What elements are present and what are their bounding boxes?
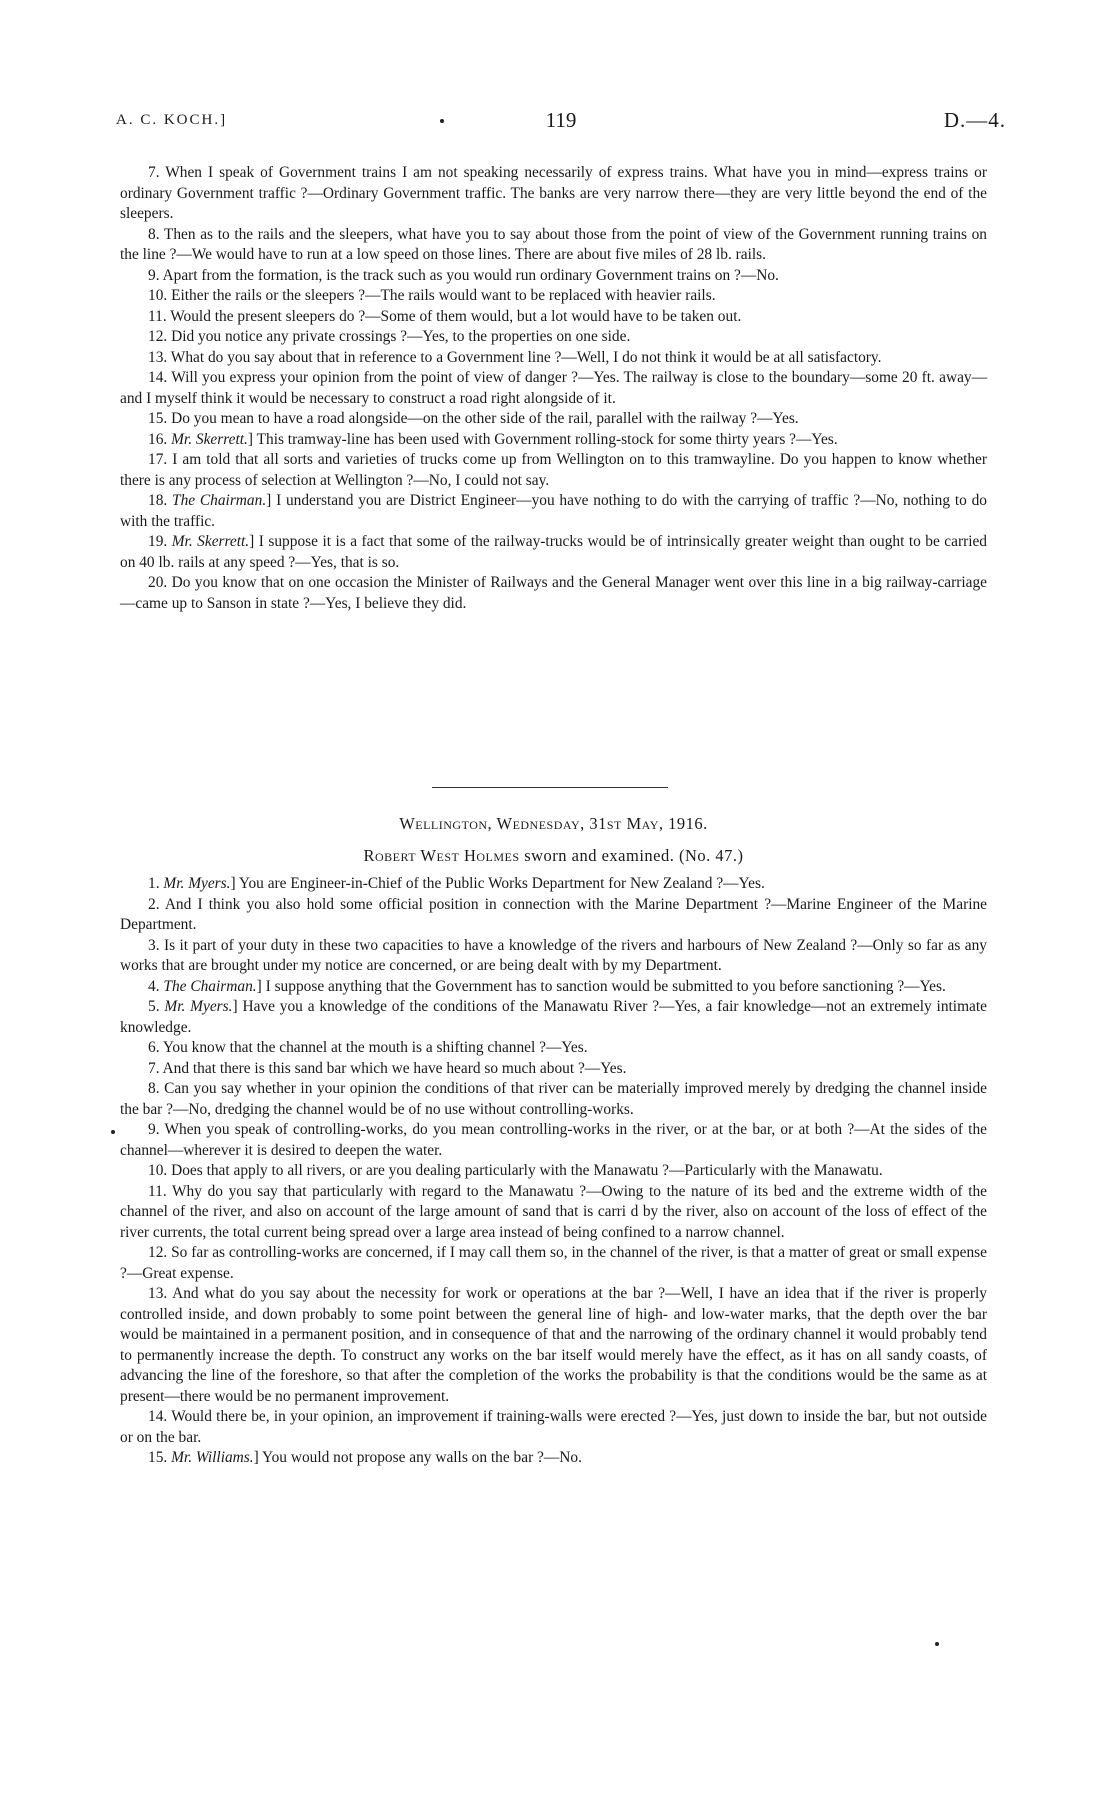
witness-name: Robert West Holmes <box>363 846 520 865</box>
question-answer: 10. Does that apply to all rivers, or are you dealing particularly with the Manawatu ?—Particularly with the Manawatu. <box>148 1162 883 1179</box>
question-answer: 14. Would there be, in your opinion, an improvement if training-walls were erected ?—Yes, just down to inside the bar, but not outside or on the bar. <box>120 1408 987 1446</box>
speaker-name: Mr. Myers. <box>163 875 231 892</box>
page-header <box>116 108 1006 138</box>
question-answer: 12. Did you notice any private crossings ?—Yes, to the properties on one side. <box>148 328 631 345</box>
print-mark <box>935 1642 939 1646</box>
question-answer: 18. The Chairman.] I understand you are District Engineer—you have nothing to do with the carrying of traffic ?—No, nothing to do with the traffic. <box>120 492 987 530</box>
question-answer: 5. Mr. Myers.] Have you a knowledge of the conditions of the Manawatu River ?—Yes, a fair knowledge—not an extremely intimate knowledge. <box>120 998 987 1036</box>
question-answer: 20. Do you know that on one occasion the Minister of Railways and the General Manager went over this line in a big railway-carriage—came up to Sanson in state ?—Yes, I believe they did. <box>120 574 987 612</box>
question-answer: 3. Is it part of your duty in these two capacities to have a knowledge of the rivers and harbours of New Zealand ?—Only so far as any works that are brought under my notice are concerned, or are being dealt with by my Department. <box>120 936 987 974</box>
speaker-name: The Chairman. <box>172 492 267 509</box>
running-head-witness: A. C. KOCH.] <box>116 112 228 128</box>
speaker-name: Mr. Williams. <box>171 1449 254 1466</box>
question-answer: 7. When I speak of Government trains I am not speaking necessarily of express trains. What have you in mind—express trains or ordinary Government traffic ?—Ordinary Government traffic. The banks are very narrow there—they are very little beyond the end of the sleepers. <box>120 164 987 222</box>
question-answer: 8. Can you say whether in your opinion the conditions of that river can be materially improved merely by dredging the channel inside the bar ?—No, dredging the channel would be of no use without controlling-works. <box>120 1080 987 1118</box>
question-answer: 14. Will you express your opinion from the point of view of danger ?—Yes. The railway is close to the boundary—some 20 ft. away—and I myself think it would be necessary to construct a road right alongside of it. <box>120 369 987 407</box>
speaker-name: Mr. Myers. <box>164 998 233 1015</box>
question-answer: 7. And that there is this sand bar which we have heard so much about ?—Yes. <box>148 1059 627 1077</box>
question-answer: 15. Do you mean to have a road alongside—on the other side of the rail, parallel with the railway ?—Yes. <box>148 410 799 427</box>
speaker-name: Mr. Skerrett. <box>171 430 248 448</box>
question-answer: 9. When you speak of controlling-works, do you mean controlling-works in the river, or at the bar, or at both ?—At the sides of the channel—wherever it is desired to deepen the water. <box>120 1121 987 1159</box>
paper-reference: D.—4. <box>943 108 1006 132</box>
print-mark <box>440 119 444 123</box>
question-answer: 13. What do you say about that in reference to a Government line ?—Well, I do not think it would be at all satisfactory. <box>148 348 882 366</box>
question-answer: 10. Either the rails or the sleepers ?—The rails would want to be replaced with heavier rails. <box>148 287 716 304</box>
question-answer: 16. Mr. Skerrett.] This tramway-line has been used with Government rolling-stock for some thirty years ?—Yes. <box>148 430 838 448</box>
question-answer: 6. You know that the channel at the mouth is a shifting channel ?—Yes. <box>148 1039 588 1056</box>
print-mark <box>111 1130 115 1134</box>
page-number: 119 <box>545 108 577 132</box>
witness-heading: Robert West Holmes sworn and examined. (No. 47.) <box>363 846 744 865</box>
question-answer: 12. So far as controlling-works are concerned, if I may call them so, in the channel of the river, is that a matter of great or small expense ?—Great expense. <box>120 1244 987 1282</box>
question-answer: 11. Why do you say that particularly with regard to the Manawatu ?—Owing to the nature of its bed and the extreme width of the channel of the river, and also on account of the large amount of sand that is carri d by the river, also on account of the loss of effect of the river currents, the total current being spread over a large area instead of being confined to a narrow channel. <box>120 1182 987 1241</box>
evidence-section-koch <box>120 163 987 614</box>
question-answer: 13. And what do you say about the necessity for work or operations at the bar ?—Well, I have an idea that if the river is properly controlled inside, and down probably to some point between the general line of high- and low-water marks, that the depth over the bar would be maintained in a permanent position, and in consequence of that and the narrowing of the ordinary channel it would probably tend to permanently increase the depth. To construct any works on the bar itself would merely have the effect, as it has on all sandy coasts, of advancing the line of the foreshore, so that after the completion of the works the probability is that the conditions would be the same as at present—there would be no permanent improvement. <box>120 1285 987 1405</box>
question-answer: 8. Then as to the rails and the sleepers, what have you to say about those from the point of view of the Government running trains on the line ?—We would have to run at a low speed on those lines. There are about five miles of 28 lb. rails. <box>120 225 987 263</box>
speaker-name: The Chairman. <box>163 977 257 995</box>
question-answer: 19. Mr. Skerrett.] I suppose it is a fact that some of the railway-trucks would be of intrinsically greater weight than ought to be carried on 40 lb. rails at any speed ?—Yes, that is so. <box>120 533 987 571</box>
question-answer: 4. The Chairman.] I suppose anything that the Government has to sanction would be submitted to you before sanctioning ?—Yes. <box>148 977 946 995</box>
question-answer: 17. I am told that all sorts and varieties of trucks come up from Wellington on to this tramwayline. Do you happen to know whether there is any process of selection at Wellington ?—No, I could not say. <box>120 451 987 489</box>
section-divider <box>432 787 668 788</box>
question-answer: 15. Mr. Williams.] You would not propose any walls on the bar ?—No. <box>148 1449 582 1466</box>
session-date-heading: Wellington, Wednesday, 31st May, 1916. <box>399 814 708 833</box>
question-answer: 1. Mr. Myers.] You are Engineer-in-Chief of the Public Works Department for New Zealand ?—Yes. <box>148 875 765 892</box>
question-answer: 2. And I think you also hold some official position in connection with the Marine Department ?—Marine Engineer of the Marine Department. <box>120 895 987 933</box>
question-answer: 11. Would the present sleepers do ?—Some of them would, but a lot would have to be taken out. <box>148 307 742 325</box>
question-answer: 9. Apart from the formation, is the track such as you would run ordinary Government trains on ?—No. <box>148 266 779 284</box>
speaker-name: Mr. Skerrett. <box>171 533 250 550</box>
evidence-section-holmes <box>120 874 987 1469</box>
